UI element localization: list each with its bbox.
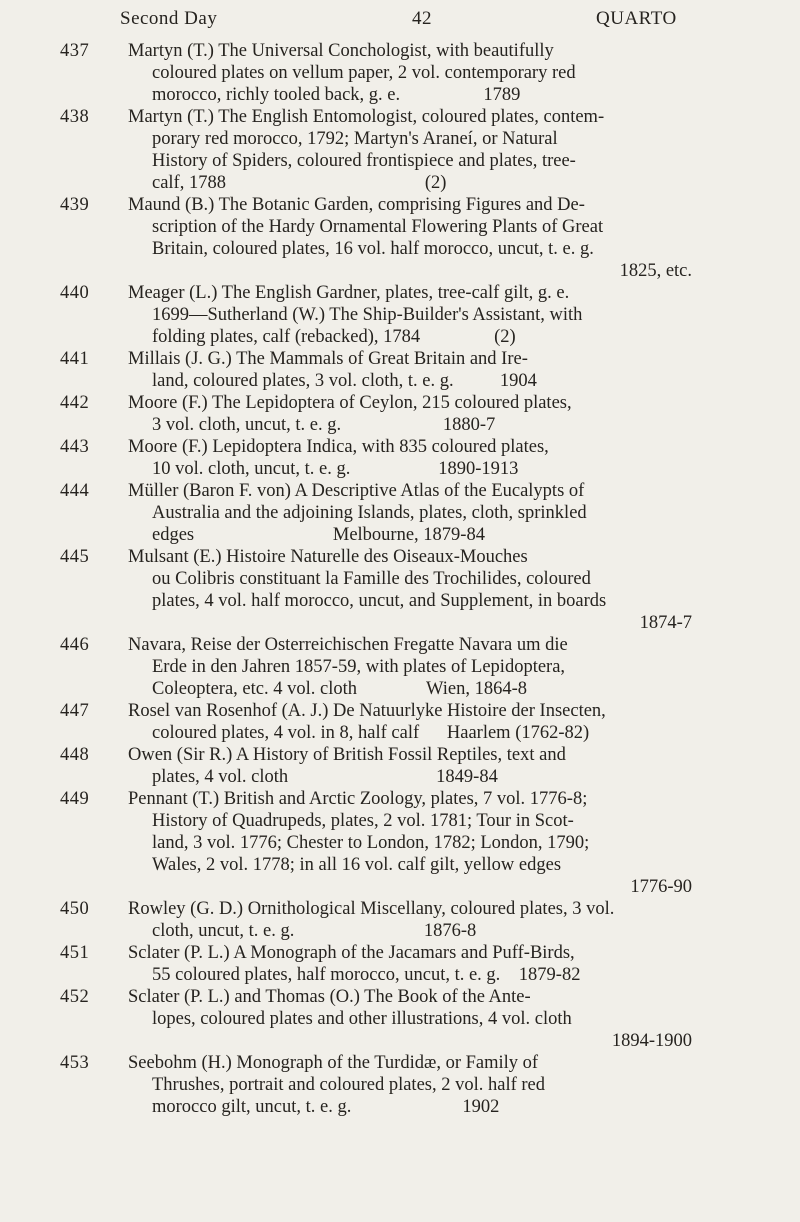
entry-line: Thrushes, portrait and coloured plates, 2 vol. half red: [152, 1075, 546, 1095]
lot-number: 441: [60, 349, 90, 369]
catalogue-entry: [0, 348, 800, 392]
entry-description: [128, 942, 698, 986]
entry-line: Mulsant (E.) Histoire Naturelle des Oiseaux-Mouches: [128, 547, 528, 567]
page-header: [0, 2, 800, 36]
catalogue-entry: [0, 700, 800, 744]
entry-line: land, 3 vol. 1776; Chester to London, 1782; London, 1790;: [152, 833, 590, 853]
entry-line: 1776-90: [630, 877, 692, 897]
entry-line: Meager (L.) The English Gardner, plates, tree-calf gilt, g. e.: [128, 283, 570, 303]
entry-description: [128, 392, 698, 436]
entry-line: 10 vol. cloth, uncut, t. e. g. 1890-1913: [152, 459, 519, 479]
entry-line: Martyn (T.) The English Entomologist, coloured plates, contem-: [128, 107, 605, 127]
entry-line: 3 vol. cloth, uncut, t. e. g. 1880-7: [152, 415, 496, 435]
entry-description: [128, 40, 698, 106]
lot-number: 444: [60, 481, 90, 501]
lot-number: 437: [60, 41, 90, 61]
entry-line: Sclater (P. L.) and Thomas (O.) The Book of the Ante-: [128, 987, 531, 1007]
entry-description: [128, 348, 698, 392]
entry-line: calf, 1788 (2): [152, 173, 447, 193]
entry-line: 1894-1900: [611, 1031, 692, 1051]
lot-number: 443: [60, 437, 90, 457]
catalogue-entry: [0, 480, 800, 546]
entry-line: 1825, etc.: [619, 261, 692, 281]
entry-line: coloured plates on vellum paper, 2 vol. contemporary red: [152, 63, 576, 83]
catalogue-entry: [0, 392, 800, 436]
page-number: 42: [412, 8, 432, 29]
entry-description: [128, 898, 698, 942]
header-right-text: QUARTO: [596, 8, 677, 29]
entry-line: Erde in den Jahren 1857-59, with plates of Lepidoptera,: [152, 657, 566, 677]
catalogue-entry: [0, 744, 800, 788]
catalogue-entry: [0, 40, 800, 106]
lot-number: 449: [60, 789, 90, 809]
entry-line: Maund (B.) The Botanic Garden, comprising Figures and De-: [128, 195, 585, 215]
entry-description: [128, 194, 698, 282]
entry-description: [128, 282, 698, 348]
entry-line: History of Spiders, coloured frontispiece and plates, tree-: [152, 151, 576, 171]
entry-line: Millais (J. G.) The Mammals of Great Britain and Ire-: [128, 349, 528, 369]
entry-description: [128, 744, 698, 788]
entry-line: Owen (Sir R.) A History of British Fossil Reptiles, text and: [128, 745, 566, 765]
lot-number: 453: [60, 1053, 90, 1073]
catalogue-entry: [0, 194, 800, 282]
catalogue-entry: [0, 788, 800, 898]
catalogue-entry: [0, 634, 800, 700]
entry-description: [128, 1052, 698, 1118]
catalogue-entry: [0, 436, 800, 480]
header-left-text: Second Day: [120, 8, 218, 29]
entry-line: Moore (F.) Lepidoptera Indica, with 835 coloured plates,: [128, 437, 549, 457]
entry-line: 1874-7: [639, 613, 692, 633]
entry-line: coloured plates, 4 vol. in 8, half calf Haarlem (1762-82): [152, 723, 590, 743]
entry-line: Navara, Reise der Osterreichischen Fregatte Navara um die: [128, 635, 568, 655]
catalogue-entry: [0, 546, 800, 634]
entry-description: [128, 436, 698, 480]
entry-line: 1699—Sutherland (W.) The Ship-Builder's Assistant, with: [152, 305, 583, 325]
entry-line: Coleoptera, etc. 4 vol. cloth Wien, 1864-8: [152, 679, 528, 699]
lot-number: 452: [60, 987, 90, 1007]
entry-line: morocco, richly tooled back, g. e. 1789: [152, 85, 521, 105]
lot-number: 447: [60, 701, 90, 721]
entry-line: Sclater (P. L.) A Monograph of the Jacamars and Puff-Birds,: [128, 943, 575, 963]
entry-line: porary red morocco, 1792; Martyn's Araneí, or Natural: [152, 129, 558, 149]
entry-description: [128, 700, 698, 744]
entry-description: [128, 634, 698, 700]
entry-line: scription of the Hardy Ornamental Flowering Plants of Great: [152, 217, 604, 237]
lot-number: 451: [60, 943, 90, 963]
catalogue-entry: [0, 106, 800, 194]
lot-number: 450: [60, 899, 90, 919]
entry-line: Pennant (T.) British and Arctic Zoology, plates, 7 vol. 1776-8;: [128, 789, 588, 809]
entry-description: [128, 480, 698, 546]
lot-number: 440: [60, 283, 90, 303]
catalogue-entry: [0, 1052, 800, 1118]
entry-line: Rosel van Rosenhof (A. J.) De Natuurlyke Histoire der Insecten,: [128, 701, 606, 721]
entry-line: plates, 4 vol. cloth 1849-84: [152, 767, 498, 787]
entry-line: morocco gilt, uncut, t. e. g. 1902: [152, 1097, 500, 1117]
lot-number: 442: [60, 393, 90, 413]
catalogue-entry: [0, 942, 800, 986]
catalogue-entry: [0, 282, 800, 348]
entry-line: lopes, coloured plates and other illustrations, 4 vol. cloth: [152, 1009, 572, 1029]
entry-line: Rowley (G. D.) Ornithological Miscellany, coloured plates, 3 vol.: [128, 899, 615, 919]
entry-line: 55 coloured plates, half morocco, uncut, t. e. g. 1879-82: [152, 965, 581, 985]
entry-line: folding plates, calf (rebacked), 1784 (2): [152, 327, 516, 347]
entry-description: [128, 788, 698, 898]
entry-line: plates, 4 vol. half morocco, uncut, and Supplement, in boards: [152, 591, 607, 611]
entry-description: [128, 546, 698, 634]
entry-line: Moore (F.) The Lepidoptera of Ceylon, 215 coloured plates,: [128, 393, 572, 413]
entry-line: Wales, 2 vol. 1778; in all 16 vol. calf gilt, yellow edges: [152, 855, 562, 875]
catalogue-entry: [0, 986, 800, 1052]
lot-number: 438: [60, 107, 90, 127]
lot-number: 446: [60, 635, 90, 655]
entry-description: [128, 986, 698, 1052]
lot-number: 439: [60, 195, 90, 215]
entry-line: land, coloured plates, 3 vol. cloth, t. e. g. 1904: [152, 371, 537, 391]
entry-description: [128, 106, 698, 194]
lot-number: 445: [60, 547, 90, 567]
entry-line: Müller (Baron F. von) A Descriptive Atlas of the Eucalypts of: [128, 481, 585, 501]
lot-number: 448: [60, 745, 90, 765]
entry-line: History of Quadrupeds, plates, 2 vol. 1781; Tour in Scot-: [152, 811, 574, 831]
entry-line: Seebohm (H.) Monograph of the Turdidæ, or Family of: [128, 1053, 539, 1073]
entry-line: Australia and the adjoining Islands, plates, cloth, sprinkled: [152, 503, 587, 523]
entry-line: Martyn (T.) The Universal Conchologist, with beautifully: [128, 41, 554, 61]
entry-line: Britain, coloured plates, 16 vol. half morocco, uncut, t. e. g.: [152, 239, 594, 259]
catalogue-entry: [0, 898, 800, 942]
entry-line: ou Colibris constituant la Famille des Trochilides, coloured: [152, 569, 591, 589]
entry-line: edges Melbourne, 1879-84: [152, 525, 485, 545]
entry-line: cloth, uncut, t. e. g. 1876-8: [152, 921, 477, 941]
